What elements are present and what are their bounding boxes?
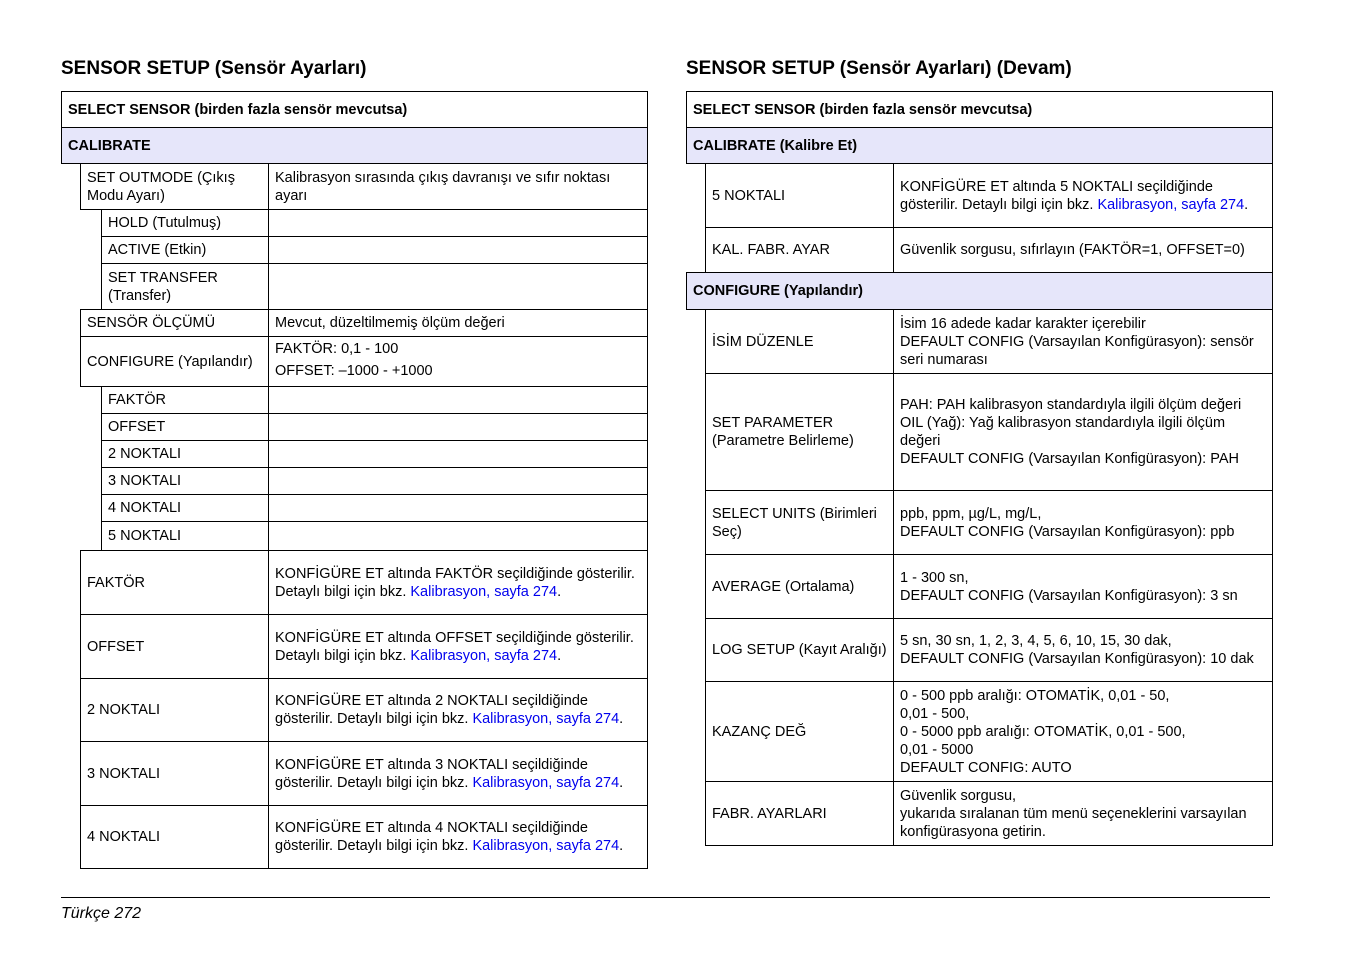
right-section-title: SENSOR SETUP (Sensör Ayarları) (Devam) bbox=[686, 58, 1072, 79]
configure-header: CONFIGURE (Yapılandır) bbox=[686, 272, 1273, 310]
desc-line: OIL (Yağ): Yağ kalibrasyon standardıyla ilgili ölçüm değeri bbox=[900, 415, 1226, 449]
menu-item-description bbox=[893, 163, 1273, 228]
menu-item-description bbox=[268, 614, 648, 679]
desc-text: KONFİGÜRE ET altında 4 NOKTALI seçildiğinde gösterilir. Detaylı bilgi için bkz. bbox=[275, 820, 588, 854]
menu-item-label: OFFSET bbox=[101, 413, 269, 441]
desc-line: DEFAULT CONFIG (Varsayılan Konfigürasyon): ppb bbox=[900, 523, 1235, 540]
desc-line: DEFAULT CONFIG (Varsayılan Konfigürasyon): PAH bbox=[900, 451, 1239, 467]
menu-item-description bbox=[268, 805, 648, 869]
menu-item-description bbox=[893, 781, 1273, 846]
desc-end: . bbox=[619, 774, 624, 791]
desc-end: . bbox=[557, 647, 562, 664]
calibration-link[interactable]: Kalibrasyon, sayfa 274 bbox=[472, 774, 620, 791]
menu-item-description: Güvenlik sorgusu, sıfırlayın (FAKTÖR=1, OFFSET=0) bbox=[893, 227, 1273, 273]
menu-item-description bbox=[268, 413, 648, 441]
menu-item-label: SENSÖR ÖLÇÜMÜ bbox=[80, 309, 269, 337]
desc-text: KONFİGÜRE ET altında 3 NOKTALI seçildiğinde gösterilir. Detaylı bilgi için bkz. bbox=[275, 756, 588, 791]
menu-item-label: FAKTÖR bbox=[101, 386, 269, 414]
desc-line: yukarıda sıralanan tüm menü seçeneklerini varsayılan konfigürasyona getirin. bbox=[900, 805, 1247, 840]
desc-text: KONFİGÜRE ET altında OFFSET seçildiğinde gösterilir. Detaylı bilgi için bkz. bbox=[275, 629, 634, 664]
menu-item-label: KAL. FABR. AYAR bbox=[705, 227, 894, 273]
calibration-link[interactable]: Kalibrasyon, sayfa 274 bbox=[1097, 196, 1245, 213]
menu-item-description bbox=[268, 336, 648, 387]
menu-item-description bbox=[268, 236, 648, 264]
desc-end: . bbox=[619, 838, 624, 854]
desc-line: DEFAULT CONFIG (Varsayılan Konfigürasyon): sensör seri numarası bbox=[900, 333, 1254, 368]
calibration-link[interactable]: Kalibrasyon, sayfa 274 bbox=[472, 838, 620, 854]
select-sensor-header: SELECT SENSOR (birden fazla sensör mevcutsa) bbox=[686, 91, 1273, 128]
menu-item-description: Mevcut, düzeltilmemiş ölçüm değeri bbox=[268, 309, 648, 337]
menu-item-label: SELECT UNITS (Birimleri Seç) bbox=[705, 490, 894, 555]
desc-line: PAH: PAH kalibrasyon standardıyla ilgili ölçüm değeri bbox=[900, 397, 1242, 413]
desc-line: Güvenlik sorgusu, bbox=[900, 787, 1017, 804]
menu-item-label: 4 NOKTALI bbox=[80, 805, 269, 869]
menu-item-label: HOLD (Tutulmuş) bbox=[101, 209, 269, 237]
menu-item-description bbox=[268, 550, 648, 615]
menu-item-description: Kalibrasyon sırasında çıkış davranışı ve sıfır noktası ayarı bbox=[268, 163, 648, 210]
desc-line: 0,01 - 500, bbox=[900, 705, 970, 722]
menu-item-label: FABR. AYARLARI bbox=[705, 781, 894, 846]
menu-item-label: SET OUTMODE (Çıkış Modu Ayarı) bbox=[80, 163, 269, 210]
menu-item-description bbox=[268, 440, 648, 468]
menu-item-description bbox=[268, 741, 648, 806]
menu-item-label: OFFSET bbox=[80, 614, 269, 679]
menu-item-description bbox=[268, 467, 648, 495]
menu-item-label: KAZANÇ DEĞ bbox=[705, 681, 894, 782]
menu-item-description bbox=[893, 490, 1273, 555]
desc-line: 5 sn, 30 sn, 1, 2, 3, 4, 5, 6, 10, 15, 30 dak, bbox=[900, 633, 1172, 649]
desc-line: 0 - 5000 ppb aralığı: OTOMATİK, 0,01 - 500, bbox=[900, 723, 1186, 740]
menu-item-description bbox=[268, 263, 648, 310]
desc-line: DEFAULT CONFIG: AUTO bbox=[900, 759, 1072, 776]
calibration-link[interactable]: Kalibrasyon, sayfa 274 bbox=[410, 583, 558, 600]
menu-item-description bbox=[268, 494, 648, 522]
configure-range-factor: FAKTÖR: 0,1 - 100 bbox=[275, 341, 399, 357]
menu-item-description bbox=[268, 386, 648, 414]
desc-line: İsim 16 adede kadar karakter içerebilir bbox=[900, 315, 1146, 332]
menu-item-label: 5 NOKTALI bbox=[705, 163, 894, 228]
menu-item-description bbox=[893, 309, 1273, 374]
menu-item-description bbox=[893, 618, 1273, 682]
menu-item-description bbox=[893, 554, 1273, 619]
menu-item-label: 2 NOKTALI bbox=[101, 440, 269, 468]
menu-item-label: 3 NOKTALI bbox=[101, 467, 269, 495]
menu-item-label: CONFIGURE (Yapılandır) bbox=[80, 336, 269, 387]
page-footer: Türkçe 272 bbox=[61, 905, 142, 922]
menu-item-description bbox=[268, 678, 648, 742]
calibrate-header: CALIBRATE bbox=[61, 127, 648, 164]
desc-line: 0 - 500 ppb aralığı: OTOMATİK, 0,01 - 50, bbox=[900, 687, 1170, 704]
menu-item-label: ACTIVE (Etkin) bbox=[101, 236, 269, 264]
menu-item-description bbox=[268, 209, 648, 237]
desc-text: KONFİGÜRE ET altında 2 NOKTALI seçildiğinde gösterilir. Detaylı bilgi için bkz. bbox=[275, 693, 588, 727]
desc-line: 0,01 - 5000 bbox=[900, 741, 974, 758]
menu-item-label: FAKTÖR bbox=[80, 550, 269, 615]
configure-range-offset: OFFSET: –1000 - +1000 bbox=[275, 363, 433, 379]
menu-item-label: 5 NOKTALI bbox=[101, 521, 269, 551]
left-section-title: SENSOR SETUP (Sensör Ayarları) bbox=[61, 58, 367, 79]
desc-line: ppb, ppm, µg/L, mg/L, bbox=[900, 505, 1042, 522]
calibration-link[interactable]: Kalibrasyon, sayfa 274 bbox=[472, 711, 620, 727]
calibrate-header: CALIBRATE (Kalibre Et) bbox=[686, 127, 1273, 164]
menu-item-description bbox=[893, 373, 1273, 491]
footer-divider bbox=[61, 897, 1270, 898]
menu-item-label: 3 NOKTALI bbox=[80, 741, 269, 806]
menu-item-label: İSİM DÜZENLE bbox=[705, 309, 894, 374]
desc-line: DEFAULT CONFIG (Varsayılan Konfigürasyon): 3 sn bbox=[900, 587, 1238, 604]
menu-item-label: AVERAGE (Ortalama) bbox=[705, 554, 894, 619]
menu-item-label: SET TRANSFER (Transfer) bbox=[101, 263, 269, 310]
calibration-link[interactable]: Kalibrasyon, sayfa 274 bbox=[410, 647, 558, 664]
menu-item-description bbox=[893, 681, 1273, 782]
desc-end: . bbox=[557, 583, 562, 600]
desc-line: 1 - 300 sn, bbox=[900, 569, 969, 586]
select-sensor-header: SELECT SENSOR (birden fazla sensör mevcutsa) bbox=[61, 91, 648, 128]
desc-end: . bbox=[619, 711, 624, 727]
menu-item-description bbox=[268, 521, 648, 551]
desc-end: . bbox=[1244, 196, 1249, 213]
menu-item-label: 4 NOKTALI bbox=[101, 494, 269, 522]
desc-text: KONFİGÜRE ET altında FAKTÖR seçildiğinde gösterilir. Detaylı bilgi için bkz. bbox=[275, 565, 635, 600]
desc-line: DEFAULT CONFIG (Varsayılan Konfigürasyon): 10 dak bbox=[900, 651, 1254, 667]
menu-item-label: 2 NOKTALI bbox=[80, 678, 269, 742]
desc-text: KONFİGÜRE ET altında 5 NOKTALI seçildiğinde gösterilir. Detaylı bilgi için bkz. bbox=[900, 178, 1213, 213]
menu-item-label: LOG SETUP (Kayıt Aralığı) bbox=[705, 618, 894, 682]
menu-item-label: SET PARAMETER (Parametre Belirleme) bbox=[705, 373, 894, 491]
